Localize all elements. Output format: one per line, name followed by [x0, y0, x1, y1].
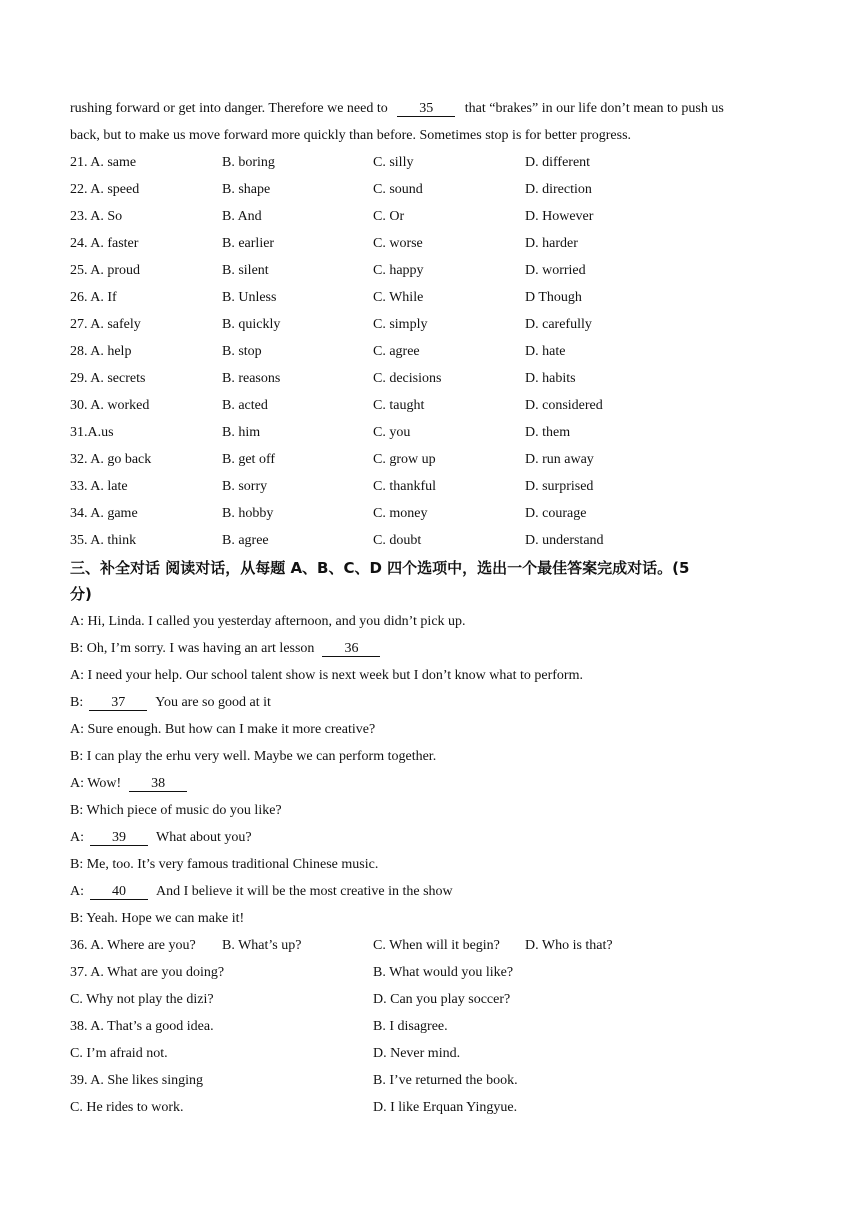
option-row: [0, 1018, 860, 1036]
option-a: 25. A. proud: [70, 263, 140, 278]
dialogue-line: [70, 910, 244, 928]
option-row: [0, 397, 860, 415]
option-right: B. I’ve returned the book.: [373, 1073, 518, 1088]
option-b: B. Unless: [222, 290, 277, 305]
option-left: C. He rides to work.: [70, 1100, 184, 1115]
option-c: C. When will it begin?: [373, 938, 500, 953]
option-c: C. sound: [373, 182, 423, 197]
option-c: C. grow up: [373, 452, 436, 467]
option-d: D. harder: [525, 236, 578, 251]
option-left: 38. A. That’s a good idea.: [70, 1019, 214, 1034]
option-d: D. However: [525, 209, 594, 224]
answer-blank: 38: [129, 776, 187, 792]
option-b: B. boring: [222, 155, 275, 170]
option-d: D. carefully: [525, 317, 592, 332]
option-row: [0, 181, 860, 199]
option-b: B. quickly: [222, 317, 281, 332]
dialogue-text: A: Hi, Linda. I called you yesterday afternoon, and you didn’t pick up.: [70, 614, 466, 629]
dialogue-line: [70, 748, 436, 766]
option-row: [0, 451, 860, 469]
option-a: 34. A. game: [70, 506, 138, 521]
dialogue-line: [70, 694, 271, 712]
option-d: D. habits: [525, 371, 576, 386]
option-d: D. them: [525, 425, 571, 440]
option-c: C. agree: [373, 344, 420, 359]
option-row: [0, 505, 860, 523]
dialogue-text: A: Wow!: [70, 776, 122, 791]
option-a: 31.A.us: [70, 425, 114, 440]
option-d: D. hate: [525, 344, 566, 359]
dialogue-text: And I believe it will be the most creative in the show: [156, 884, 453, 899]
option-a: 23. A. So: [70, 209, 123, 224]
option-row: [0, 262, 860, 280]
section-heading-line-1: 三、补全对话 阅读对话，从每题 A、B、C、D 四个选项中，选出一个最佳答案完成对话。(5: [70, 559, 690, 577]
option-a: 26. A. If: [70, 290, 117, 305]
option-a: 28. A. help: [70, 344, 132, 359]
option-d: D. run away: [525, 452, 594, 467]
option-row: [0, 424, 860, 442]
option-a: 24. A. faster: [70, 236, 139, 251]
answer-blank: 37: [89, 695, 147, 711]
answer-blank: 40: [90, 884, 148, 900]
option-d: D. understand: [525, 533, 604, 548]
option-c: C. worse: [373, 236, 423, 251]
option-b: B. silent: [222, 263, 269, 278]
passage-line-1: [70, 100, 724, 118]
dialogue-text: B: Which piece of music do you like?: [70, 803, 282, 818]
dialogue-text: B: I can play the erhu very well. Maybe we can perform together.: [70, 749, 437, 764]
option-b: B. And: [222, 209, 262, 224]
dialogue-text: B:: [70, 695, 84, 710]
option-a: 32. A. go back: [70, 452, 152, 467]
option-d: D. surprised: [525, 479, 594, 494]
option-right: B. I disagree.: [373, 1019, 448, 1034]
option-row: [0, 1099, 860, 1117]
option-left: 39. A. She likes singing: [70, 1073, 204, 1088]
option-c: C. money: [373, 506, 428, 521]
passage-text: that “brakes” in our life don’t mean to push us: [464, 101, 724, 116]
option-row: [0, 937, 860, 955]
option-a: 35. A. think: [70, 533, 137, 548]
option-b: B. agree: [222, 533, 269, 548]
option-b: B. shape: [222, 182, 271, 197]
option-row: [0, 316, 860, 334]
dialogue-line: [70, 775, 187, 793]
dialogue-line: [70, 829, 252, 847]
option-a: 30. A. worked: [70, 398, 150, 413]
option-a: 27. A. safely: [70, 317, 141, 332]
option-row: [0, 478, 860, 496]
option-row: [0, 532, 860, 550]
dialogue-text: You are so good at it: [155, 695, 271, 710]
option-d: D Though: [525, 290, 582, 305]
answer-blank: 35: [397, 101, 455, 117]
option-b: B. earlier: [222, 236, 275, 251]
option-c: C. happy: [373, 263, 424, 278]
option-c: C. you: [373, 425, 411, 440]
option-c: C. Or: [373, 209, 405, 224]
passage-text: rushing forward or get into danger. Therefore we need to: [70, 101, 388, 116]
answer-blank: 39: [90, 830, 148, 846]
dialogue-line: [70, 802, 282, 820]
dialogue-line: [70, 640, 380, 658]
option-b: B. stop: [222, 344, 262, 359]
dialogue-text: A: Sure enough. But how can I make it more creative?: [70, 722, 376, 737]
option-left: C. Why not play the dizi?: [70, 992, 214, 1007]
section-heading: [70, 555, 790, 607]
option-row: [0, 289, 860, 307]
option-d: D. worried: [525, 263, 586, 278]
answer-blank: 36: [322, 641, 380, 657]
dialogue-line: [70, 613, 466, 631]
option-a: 29. A. secrets: [70, 371, 146, 386]
option-d: D. courage: [525, 506, 587, 521]
option-d: D. Who is that?: [525, 938, 613, 953]
option-c: C. silly: [373, 155, 414, 170]
option-right: D. I like Erquan Yingyue.: [373, 1100, 518, 1115]
option-right: D. Never mind.: [373, 1046, 461, 1061]
option-b: B. reasons: [222, 371, 281, 386]
option-left: 37. A. What are you doing?: [70, 965, 225, 980]
option-a: 33. A. late: [70, 479, 128, 494]
dialogue-text: A:: [70, 830, 84, 845]
option-row: [0, 370, 860, 388]
option-c: C. taught: [373, 398, 425, 413]
option-d: D. direction: [525, 182, 592, 197]
dialogue-line: [70, 883, 453, 901]
option-row: [0, 1045, 860, 1063]
option-row: [0, 964, 860, 982]
option-b: B. sorry: [222, 479, 268, 494]
dialogue-text: B: Yeah. Hope we can make it!: [70, 911, 245, 926]
option-c: C. While: [373, 290, 424, 305]
option-a: 21. A. same: [70, 155, 137, 170]
option-d: D. considered: [525, 398, 603, 413]
dialogue-text: B: Me, too. It’s very famous traditional Chinese music.: [70, 857, 379, 872]
option-row: [0, 343, 860, 361]
option-left: C. I’m afraid not.: [70, 1046, 168, 1061]
option-b: B. hobby: [222, 506, 274, 521]
dialogue-text: What about you?: [156, 830, 252, 845]
passage-line-2: back, but to make us move forward more quickly than before. Sometimes stop is for better progress.: [70, 128, 632, 143]
option-b: B. him: [222, 425, 261, 440]
dialogue-line: [70, 856, 378, 874]
dialogue-line: [70, 721, 375, 739]
option-a: 22. A. speed: [70, 182, 140, 197]
option-b: B. acted: [222, 398, 268, 413]
option-row: [0, 1072, 860, 1090]
section-heading-line-2: 分): [70, 585, 92, 603]
dialogue-line: [70, 667, 583, 685]
option-c: C. decisions: [373, 371, 442, 386]
option-right: B. What would you like?: [373, 965, 514, 980]
option-c: C. simply: [373, 317, 428, 332]
option-b: B. What’s up?: [222, 938, 302, 953]
option-row: [0, 154, 860, 172]
option-d: D. different: [525, 155, 591, 170]
option-c: C. thankful: [373, 479, 436, 494]
option-c: C. doubt: [373, 533, 422, 548]
option-right: D. Can you play soccer?: [373, 992, 511, 1007]
option-row: [0, 991, 860, 1009]
dialogue-text: B: Oh, I’m sorry. I was having an art lesson: [70, 641, 315, 656]
option-row: [0, 235, 860, 253]
option-b: B. get off: [222, 452, 276, 467]
option-row: [0, 208, 860, 226]
dialogue-text: A: I need your help. Our school talent show is next week but I don’t know what to perform.: [70, 668, 583, 683]
option-a: 36. A. Where are you?: [70, 938, 196, 953]
dialogue-text: A:: [70, 884, 84, 899]
